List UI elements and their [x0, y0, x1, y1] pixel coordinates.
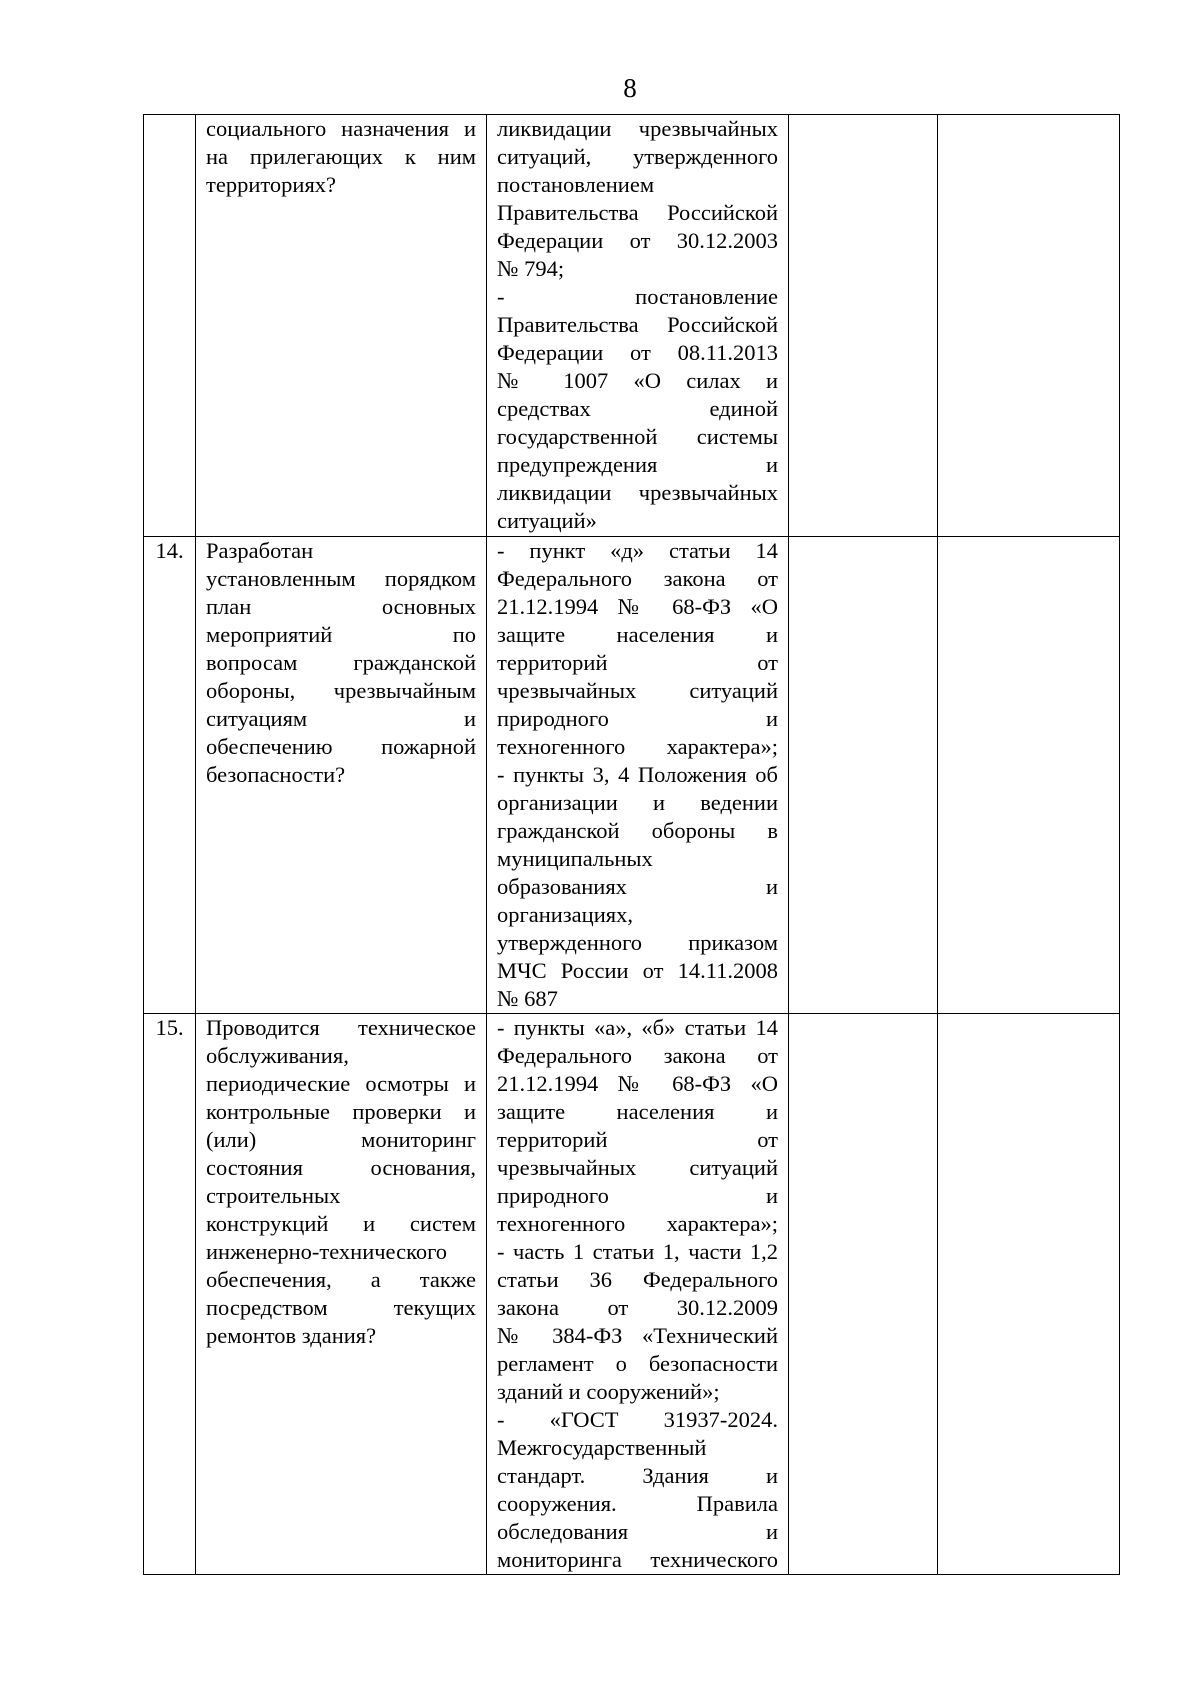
basis-line: МЧС России от 14.11.2008	[497, 958, 778, 983]
basis-line: № 794;	[497, 256, 565, 281]
basis-line: 21.12.1994 № 68-ФЗ «О	[497, 1071, 778, 1096]
question-line: безопасности?	[206, 762, 346, 787]
question-line: инженерно-технического	[206, 1239, 448, 1264]
basis-line: - пункты 3, 4 Положения об	[497, 762, 778, 787]
empty-cell	[938, 537, 1120, 1014]
basis-line: № 384-ФЗ «Технический	[497, 1323, 778, 1348]
table-row	[144, 537, 1120, 1014]
basis-line: стандарт. Здания и	[497, 1463, 778, 1488]
basis-line: обследования и	[497, 1519, 778, 1544]
basis-line: предупреждения и	[497, 452, 778, 477]
basis-line: средствах единой	[497, 396, 778, 421]
basis-line: территорий от	[497, 650, 778, 675]
question-line: Проводится техническое	[206, 1015, 476, 1040]
question-line: Разработан	[206, 538, 314, 563]
table-row	[144, 115, 1120, 537]
empty-cell	[789, 1014, 938, 1575]
basis-line: техногенного характера»;	[497, 734, 778, 759]
basis-line: защите населения и	[497, 1099, 778, 1124]
question-line: вопросам гражданской	[206, 650, 476, 675]
basis-line: Федерации от 08.11.2013	[497, 340, 778, 365]
basis-cell	[487, 537, 789, 1014]
basis-line: сооружения. Правила	[497, 1491, 778, 1516]
basis-line: Федерации от 30.12.2003	[497, 228, 778, 253]
question-cell	[196, 115, 487, 537]
basis-line: организациях,	[497, 902, 633, 927]
question-cell	[196, 537, 487, 1014]
basis-line: ликвидации чрезвычайных	[497, 480, 778, 505]
basis-line: техногенного характера»;	[497, 1211, 778, 1236]
basis-cell	[487, 115, 789, 537]
question-line: обороны, чрезвычайным	[206, 678, 476, 703]
empty-cell	[938, 1014, 1120, 1575]
basis-line: ситуаций, утвержденного	[497, 144, 778, 169]
row-number-cell	[144, 115, 196, 537]
question-line: мероприятий по	[206, 622, 476, 647]
question-cell	[196, 1014, 487, 1575]
basis-line: ситуаций»	[497, 508, 597, 533]
basis-line: гражданской обороны в	[497, 818, 778, 843]
page-number: 8	[623, 73, 637, 103]
question-line: ремонтов здания?	[206, 1323, 377, 1348]
basis-line: статьи 36 Федерального	[497, 1267, 778, 1292]
basis-line: регламент о безопасности	[497, 1351, 778, 1376]
basis-line: постановлением	[497, 172, 655, 197]
basis-line: ликвидации чрезвычайных	[497, 116, 778, 141]
basis-line: защите населения и	[497, 622, 778, 647]
question-line: обеспечения, а также	[206, 1267, 476, 1292]
basis-line: - «ГОСТ 31937-2024.	[497, 1407, 778, 1432]
requirements-table	[143, 114, 1120, 1575]
question-line: конструкций и систем	[206, 1211, 476, 1236]
basis-line: № 687	[497, 986, 558, 1011]
question-line: строительных	[206, 1183, 341, 1208]
basis-line: природного и	[497, 1183, 778, 1208]
basis-line: мониторинга технического	[497, 1547, 778, 1572]
question-line: периодические осмотры и	[206, 1071, 476, 1096]
question-line: обслуживания,	[206, 1043, 349, 1068]
row-number-cell: 15.	[144, 1014, 196, 1575]
basis-line: № 1007 «О силах и	[497, 368, 778, 393]
basis-line: Правительства Российской	[497, 200, 778, 225]
question-line: ситуациям и	[206, 706, 476, 731]
question-line: план основных	[206, 594, 476, 619]
question-line: (или) мониторинг	[206, 1127, 476, 1152]
question-line: контрольные проверки и	[206, 1099, 476, 1124]
basis-line: - пункт «д» статьи 14	[497, 538, 778, 563]
basis-line: природного и	[497, 706, 778, 731]
empty-cell	[789, 115, 938, 537]
empty-cell	[789, 537, 938, 1014]
question-line: территориях?	[206, 172, 337, 197]
question-line: состояния основания,	[206, 1155, 476, 1180]
basis-line: Федерального закона от	[497, 566, 778, 591]
basis-line: организации и ведении	[497, 790, 778, 815]
basis-line: образованиях и	[497, 874, 778, 899]
empty-cell	[938, 115, 1120, 537]
basis-line: чрезвычайных ситуаций	[497, 678, 778, 703]
basis-cell	[487, 1014, 789, 1575]
basis-line: Межгосударственный	[497, 1435, 707, 1460]
basis-line: чрезвычайных ситуаций	[497, 1155, 778, 1180]
basis-line: утвержденного приказом	[497, 930, 778, 955]
question-line: установленным порядком	[206, 566, 476, 591]
basis-line: - постановление	[497, 284, 778, 309]
question-line: социального назначения и	[206, 116, 476, 141]
basis-line: 21.12.1994 № 68-ФЗ «О	[497, 594, 778, 619]
question-line: на прилегающих к ним	[206, 144, 476, 169]
row-number-cell: 14.	[144, 537, 196, 1014]
table-row	[144, 1014, 1120, 1575]
basis-line: государственной системы	[497, 424, 778, 449]
basis-line: зданий и сооружений»;	[497, 1379, 720, 1404]
basis-line: территорий от	[497, 1127, 778, 1152]
question-line: посредством текущих	[206, 1295, 476, 1320]
question-line: обеспечению пожарной	[206, 734, 476, 759]
basis-line: Федерального закона от	[497, 1043, 778, 1068]
basis-line: - часть 1 статьи 1, части 1,2	[497, 1239, 778, 1264]
basis-line: Правительства Российской	[497, 312, 778, 337]
basis-line: - пункты «а», «б» статьи 14	[497, 1015, 778, 1040]
basis-line: муниципальных	[497, 846, 653, 871]
basis-line: закона от 30.12.2009	[497, 1295, 778, 1320]
